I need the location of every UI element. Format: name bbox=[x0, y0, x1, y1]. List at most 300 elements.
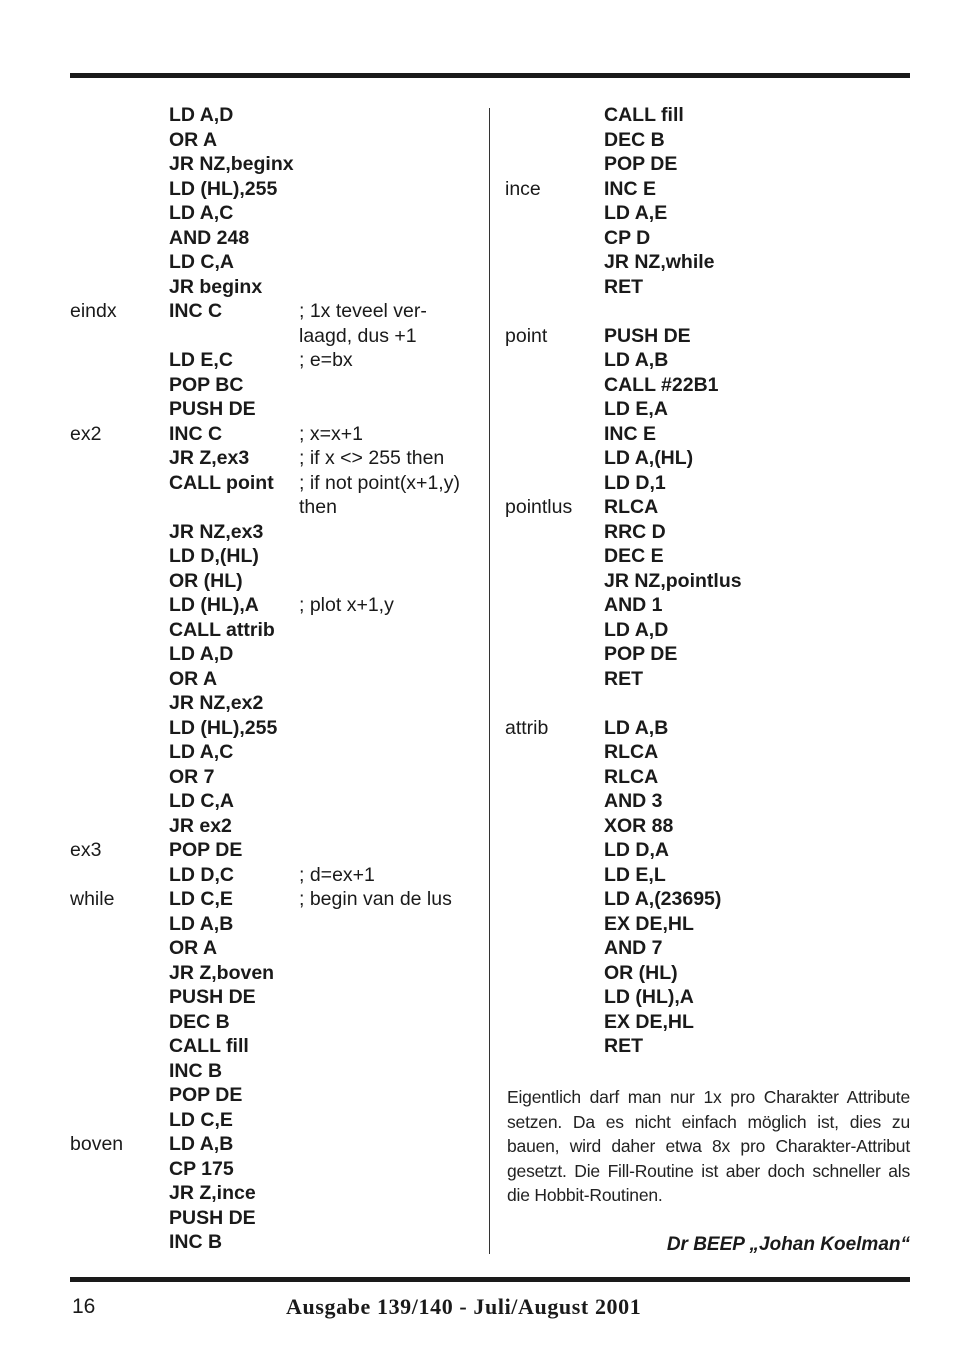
code-comment bbox=[299, 936, 484, 961]
code-line bbox=[505, 716, 915, 741]
code-label bbox=[70, 128, 169, 153]
code-label bbox=[70, 642, 169, 667]
code-line bbox=[70, 1083, 480, 1108]
code-line bbox=[70, 348, 480, 373]
code-instruction: JR beginx bbox=[169, 275, 263, 298]
code-line bbox=[70, 1059, 480, 1084]
code-label bbox=[505, 103, 604, 128]
code-instruction: INC C bbox=[169, 300, 223, 322]
explanation-paragraph: Eigentlich darf man nur 1x pro Charakter Attribute setzen. Da es nicht einfach möglich ist, dies zu bauen, wird daher etwa 8x pro Charakter-Attribut gesetzt. Die Fill-Routine ist aber doch schneller als die Hobbit-Routinen. bbox=[507, 1087, 910, 1205]
code-instruction: POP BC bbox=[169, 373, 244, 396]
code-label bbox=[70, 691, 169, 716]
code-label bbox=[70, 789, 169, 814]
code-instruction: INC B bbox=[169, 1231, 223, 1253]
code-label bbox=[505, 250, 604, 275]
code-label bbox=[70, 201, 169, 226]
code-line bbox=[70, 103, 480, 128]
code-label bbox=[70, 961, 169, 986]
code-comment bbox=[299, 814, 484, 839]
code-instruction: LD D,1 bbox=[604, 471, 666, 494]
code-comment bbox=[299, 912, 484, 937]
code-label bbox=[70, 936, 169, 961]
code-instruction: AND 3 bbox=[604, 790, 663, 812]
code-comment bbox=[299, 961, 484, 986]
code-label bbox=[70, 520, 169, 545]
code-line bbox=[505, 250, 915, 275]
code-label bbox=[70, 716, 169, 741]
code-comment bbox=[299, 397, 484, 422]
code-instruction bbox=[169, 324, 299, 349]
code-label bbox=[505, 201, 604, 226]
code-label bbox=[505, 373, 604, 398]
code-label bbox=[505, 128, 604, 153]
code-line bbox=[70, 544, 480, 569]
code-instruction: DEC B bbox=[169, 1010, 230, 1033]
code-line bbox=[505, 495, 915, 520]
code-instruction: PUSH DE bbox=[169, 398, 256, 420]
code-comment bbox=[299, 1010, 484, 1035]
code-label bbox=[505, 985, 604, 1010]
code-line bbox=[505, 985, 915, 1010]
code-label bbox=[505, 544, 604, 569]
code-line bbox=[70, 667, 480, 692]
code-label bbox=[70, 863, 169, 888]
code-instruction: DEC E bbox=[604, 545, 664, 567]
code-comment bbox=[299, 569, 484, 594]
code-comment bbox=[299, 985, 484, 1010]
code-label bbox=[505, 838, 604, 863]
code-comment bbox=[299, 1083, 484, 1108]
code-instruction: LD A,B bbox=[604, 349, 669, 371]
code-line bbox=[505, 618, 915, 643]
code-line bbox=[70, 128, 480, 153]
code-line bbox=[70, 789, 480, 814]
code-label bbox=[505, 691, 604, 716]
code-instruction: LD C,A bbox=[169, 790, 234, 812]
code-comment: ; plot x+1,y bbox=[299, 594, 394, 616]
code-label bbox=[70, 985, 169, 1010]
code-line bbox=[70, 495, 480, 520]
code-line bbox=[505, 667, 915, 692]
code-instruction: XOR 88 bbox=[604, 814, 674, 837]
code-comment bbox=[299, 789, 484, 814]
code-label bbox=[70, 1230, 169, 1255]
code-line bbox=[70, 422, 480, 447]
code-instruction: RRC D bbox=[604, 520, 666, 543]
code-label bbox=[70, 275, 169, 300]
code-comment: laagd, dus +1 bbox=[299, 324, 417, 347]
code-label bbox=[70, 814, 169, 839]
code-instruction: RLCA bbox=[604, 496, 659, 518]
code-instruction: INC E bbox=[604, 422, 657, 445]
code-line bbox=[70, 863, 480, 888]
code-instruction: RET bbox=[604, 667, 643, 690]
code-label bbox=[505, 789, 604, 814]
code-instruction: OR 7 bbox=[169, 765, 215, 788]
code-label bbox=[70, 765, 169, 790]
code-line bbox=[70, 985, 480, 1010]
code-label bbox=[505, 618, 604, 643]
code-comment bbox=[299, 1206, 484, 1231]
code-instruction: INC E bbox=[604, 177, 657, 200]
code-instruction: LD (HL),A bbox=[169, 594, 259, 616]
code-comment bbox=[299, 691, 484, 716]
code-label bbox=[70, 1059, 169, 1084]
code-label: ex3 bbox=[70, 839, 102, 861]
code-instruction: LD A,(HL) bbox=[604, 447, 694, 469]
code-instruction: RET bbox=[604, 275, 643, 298]
code-label bbox=[505, 667, 604, 692]
code-instruction: LD A,D bbox=[604, 618, 669, 641]
code-line bbox=[505, 1034, 915, 1059]
code-label bbox=[505, 348, 604, 373]
code-instruction: CALL fill bbox=[604, 104, 684, 126]
code-label bbox=[70, 226, 169, 251]
code-comment bbox=[299, 275, 484, 300]
code-label bbox=[70, 1010, 169, 1035]
code-instruction: EX DE,HL bbox=[604, 1010, 694, 1033]
code-line bbox=[70, 275, 480, 300]
code-label: point bbox=[505, 324, 548, 347]
code-line bbox=[70, 618, 480, 643]
code-label bbox=[70, 912, 169, 937]
code-line bbox=[505, 373, 915, 398]
code-label bbox=[505, 936, 604, 961]
code-line bbox=[505, 299, 915, 324]
code-label bbox=[70, 446, 169, 471]
code-label bbox=[505, 569, 604, 594]
code-label bbox=[505, 446, 604, 471]
code-line bbox=[70, 593, 480, 618]
code-line bbox=[505, 226, 915, 251]
code-comment bbox=[299, 177, 484, 202]
code-label bbox=[70, 1034, 169, 1059]
code-instruction: JR NZ,ex3 bbox=[169, 520, 264, 543]
code-instruction: CALL #22B1 bbox=[604, 373, 719, 396]
code-instruction: CALL point bbox=[169, 471, 274, 494]
code-instruction: RLCA bbox=[604, 765, 659, 788]
column-divider bbox=[489, 108, 490, 1254]
code-label bbox=[70, 471, 169, 496]
code-instruction: LD A,E bbox=[604, 202, 668, 224]
code-line bbox=[70, 520, 480, 545]
page-number: 16 bbox=[72, 1295, 96, 1318]
code-line bbox=[505, 1010, 915, 1035]
code-label bbox=[505, 642, 604, 667]
code-line bbox=[505, 887, 915, 912]
code-instruction: JR NZ,pointlus bbox=[604, 569, 742, 592]
code-instruction: POP DE bbox=[169, 839, 243, 861]
code-instruction: LD C,E bbox=[169, 1108, 233, 1131]
code-comment bbox=[299, 226, 484, 251]
code-label: boven bbox=[70, 1133, 124, 1155]
code-comment bbox=[299, 765, 484, 790]
code-instruction: AND 248 bbox=[169, 226, 250, 249]
code-line bbox=[505, 103, 915, 128]
code-instruction: LD A,D bbox=[169, 643, 234, 665]
code-comment bbox=[299, 1132, 484, 1157]
code-comment: ; x=x+1 bbox=[299, 422, 363, 445]
code-label bbox=[505, 1010, 604, 1035]
code-line bbox=[70, 716, 480, 741]
code-label bbox=[70, 1083, 169, 1108]
code-instruction: LD A,D bbox=[169, 104, 234, 126]
code-comment bbox=[299, 667, 484, 692]
code-line bbox=[505, 838, 915, 863]
code-line bbox=[505, 691, 915, 716]
code-line bbox=[505, 961, 915, 986]
code-instruction: AND 7 bbox=[604, 937, 663, 959]
code-line bbox=[505, 152, 915, 177]
code-instruction: LD A,C bbox=[169, 741, 234, 763]
code-comment bbox=[299, 642, 484, 667]
code-line bbox=[505, 397, 915, 422]
code-line bbox=[70, 324, 480, 349]
code-label bbox=[70, 177, 169, 202]
code-line bbox=[70, 765, 480, 790]
right-code-column bbox=[505, 103, 915, 1059]
code-label: pointlus bbox=[505, 496, 573, 518]
code-instruction bbox=[604, 299, 734, 324]
code-line bbox=[70, 1108, 480, 1133]
code-instruction: LD (HL),255 bbox=[169, 716, 278, 739]
code-label bbox=[505, 397, 604, 422]
code-comment bbox=[299, 103, 484, 128]
code-comment bbox=[299, 1230, 484, 1255]
code-instruction: RLCA bbox=[604, 741, 659, 763]
code-line bbox=[505, 446, 915, 471]
code-label bbox=[505, 152, 604, 177]
code-instruction: LD A,B bbox=[169, 912, 234, 935]
code-line bbox=[70, 814, 480, 839]
code-instruction: INC C bbox=[169, 422, 223, 445]
issue-line: Ausgabe 139/140 - Juli/August 2001 bbox=[286, 1294, 642, 1319]
code-label bbox=[70, 569, 169, 594]
code-label bbox=[505, 740, 604, 765]
code-line bbox=[505, 642, 915, 667]
footer-rule bbox=[70, 1277, 910, 1282]
code-line bbox=[70, 1230, 480, 1255]
code-instruction: CP D bbox=[604, 226, 651, 249]
code-comment bbox=[299, 201, 484, 226]
code-instruction: LD A,C bbox=[169, 202, 234, 224]
code-instruction: LD (HL),A bbox=[604, 986, 694, 1008]
code-instruction: LD (HL),255 bbox=[169, 177, 278, 200]
code-line bbox=[70, 961, 480, 986]
code-instruction: RET bbox=[604, 1035, 643, 1057]
code-instruction: PUSH DE bbox=[169, 1206, 256, 1229]
code-label bbox=[505, 226, 604, 251]
code-line bbox=[70, 1206, 480, 1231]
code-label bbox=[70, 495, 169, 520]
code-instruction: PUSH DE bbox=[604, 324, 691, 347]
code-instruction: LD A,(23695) bbox=[604, 888, 722, 910]
code-instruction: LD D,C bbox=[169, 863, 234, 886]
code-comment bbox=[299, 544, 484, 569]
code-comment bbox=[299, 716, 484, 741]
code-line bbox=[505, 593, 915, 618]
code-instruction: JR ex2 bbox=[169, 814, 232, 837]
code-instruction: POP DE bbox=[169, 1084, 243, 1106]
code-line bbox=[505, 569, 915, 594]
code-line bbox=[505, 177, 915, 202]
code-instruction: JR NZ,while bbox=[604, 251, 715, 273]
code-line bbox=[70, 691, 480, 716]
code-instruction: OR A bbox=[169, 667, 218, 690]
code-instruction: POP DE bbox=[604, 153, 678, 175]
code-comment bbox=[299, 1181, 484, 1206]
code-comment bbox=[299, 618, 484, 643]
code-instruction: JR Z,ex3 bbox=[169, 447, 250, 469]
code-line bbox=[505, 471, 915, 496]
code-label bbox=[70, 348, 169, 373]
code-label bbox=[70, 544, 169, 569]
code-line bbox=[505, 789, 915, 814]
code-line bbox=[70, 740, 480, 765]
code-line bbox=[505, 520, 915, 545]
code-label: eindx bbox=[70, 300, 117, 322]
code-label bbox=[505, 1034, 604, 1059]
code-comment bbox=[299, 128, 484, 153]
code-comment: ; 1x teveel ver- bbox=[299, 300, 427, 322]
code-label bbox=[70, 1206, 169, 1231]
code-line bbox=[505, 765, 915, 790]
code-label bbox=[70, 1181, 169, 1206]
code-instruction: LD E,L bbox=[604, 863, 666, 886]
code-line bbox=[70, 838, 480, 863]
code-label bbox=[70, 324, 169, 349]
header-rule bbox=[70, 73, 910, 78]
code-label bbox=[70, 667, 169, 692]
code-instruction: INC B bbox=[169, 1059, 223, 1082]
code-instruction bbox=[169, 495, 299, 520]
code-comment bbox=[299, 1059, 484, 1084]
author-signature: Dr BEEP „Johan Koelman“ bbox=[666, 1234, 910, 1255]
code-instruction: JR Z,boven bbox=[169, 961, 275, 984]
code-line bbox=[505, 814, 915, 839]
code-line bbox=[70, 887, 480, 912]
code-instruction: LD E,C bbox=[169, 349, 233, 371]
code-instruction: CALL fill bbox=[169, 1035, 249, 1057]
code-line bbox=[70, 299, 480, 324]
code-line bbox=[70, 1157, 480, 1182]
code-line bbox=[70, 373, 480, 398]
code-label bbox=[70, 593, 169, 618]
code-comment bbox=[299, 740, 484, 765]
code-line bbox=[505, 201, 915, 226]
code-label bbox=[505, 912, 604, 937]
code-comment: then bbox=[299, 496, 337, 518]
code-label bbox=[505, 863, 604, 888]
code-label bbox=[70, 1108, 169, 1133]
code-line bbox=[70, 569, 480, 594]
code-comment bbox=[299, 373, 484, 398]
code-line bbox=[70, 642, 480, 667]
left-code-column bbox=[70, 103, 480, 1255]
code-instruction: OR (HL) bbox=[169, 569, 243, 592]
code-instruction: LD C,E bbox=[169, 888, 233, 910]
code-line bbox=[70, 471, 480, 496]
code-line bbox=[505, 544, 915, 569]
code-line bbox=[70, 201, 480, 226]
code-line bbox=[505, 275, 915, 300]
code-instruction: JR NZ,beginx bbox=[169, 153, 294, 175]
code-comment: ; e=bx bbox=[299, 349, 353, 371]
code-line bbox=[70, 1132, 480, 1157]
code-line bbox=[70, 177, 480, 202]
code-instruction: DEC B bbox=[604, 128, 665, 151]
code-instruction: OR A bbox=[169, 128, 218, 151]
code-comment bbox=[299, 1108, 484, 1133]
code-label bbox=[70, 152, 169, 177]
code-instruction: LD D,(HL) bbox=[169, 545, 259, 567]
code-label: ex2 bbox=[70, 422, 102, 445]
code-comment bbox=[299, 520, 484, 545]
code-label bbox=[505, 961, 604, 986]
code-instruction: LD A,B bbox=[169, 1133, 234, 1155]
code-label bbox=[70, 397, 169, 422]
code-label bbox=[505, 422, 604, 447]
code-label bbox=[70, 103, 169, 128]
code-line bbox=[70, 1034, 480, 1059]
code-line bbox=[70, 1181, 480, 1206]
code-label: while bbox=[70, 888, 115, 910]
code-instruction bbox=[604, 691, 734, 716]
code-comment: ; begin van de lus bbox=[299, 888, 452, 910]
code-label bbox=[505, 765, 604, 790]
code-instruction: AND 1 bbox=[604, 594, 663, 616]
code-label bbox=[505, 275, 604, 300]
code-line bbox=[70, 936, 480, 961]
code-comment bbox=[299, 250, 484, 275]
code-line bbox=[70, 912, 480, 937]
code-instruction: JR Z,ince bbox=[169, 1182, 256, 1204]
code-instruction: OR (HL) bbox=[604, 961, 678, 984]
code-instruction: CP 175 bbox=[169, 1157, 234, 1180]
code-instruction: JR NZ,ex2 bbox=[169, 692, 264, 714]
code-label bbox=[70, 1157, 169, 1182]
code-label bbox=[505, 887, 604, 912]
code-instruction: POP DE bbox=[604, 643, 678, 665]
code-instruction: LD D,A bbox=[604, 839, 669, 861]
code-comment: ; d=ex+1 bbox=[299, 863, 375, 886]
code-instruction: LD E,A bbox=[604, 398, 668, 420]
code-label bbox=[505, 471, 604, 496]
code-line bbox=[505, 324, 915, 349]
code-line bbox=[70, 226, 480, 251]
code-instruction: OR A bbox=[169, 937, 218, 959]
code-line bbox=[70, 152, 480, 177]
code-instruction: PUSH DE bbox=[169, 986, 256, 1008]
code-comment bbox=[299, 1034, 484, 1059]
code-label bbox=[70, 618, 169, 643]
code-instruction: LD A,B bbox=[604, 716, 669, 739]
code-line bbox=[505, 936, 915, 961]
code-comment bbox=[299, 838, 484, 863]
code-instruction: CALL attrib bbox=[169, 618, 275, 641]
code-line bbox=[505, 740, 915, 765]
code-label bbox=[505, 299, 604, 324]
code-label bbox=[70, 740, 169, 765]
code-comment bbox=[299, 152, 484, 177]
code-label bbox=[70, 250, 169, 275]
code-line bbox=[70, 446, 480, 471]
code-comment: ; if not point(x+1,y) bbox=[299, 471, 460, 494]
code-comment bbox=[299, 1157, 484, 1182]
code-instruction: LD C,A bbox=[169, 251, 234, 273]
code-line bbox=[505, 422, 915, 447]
code-line bbox=[70, 250, 480, 275]
